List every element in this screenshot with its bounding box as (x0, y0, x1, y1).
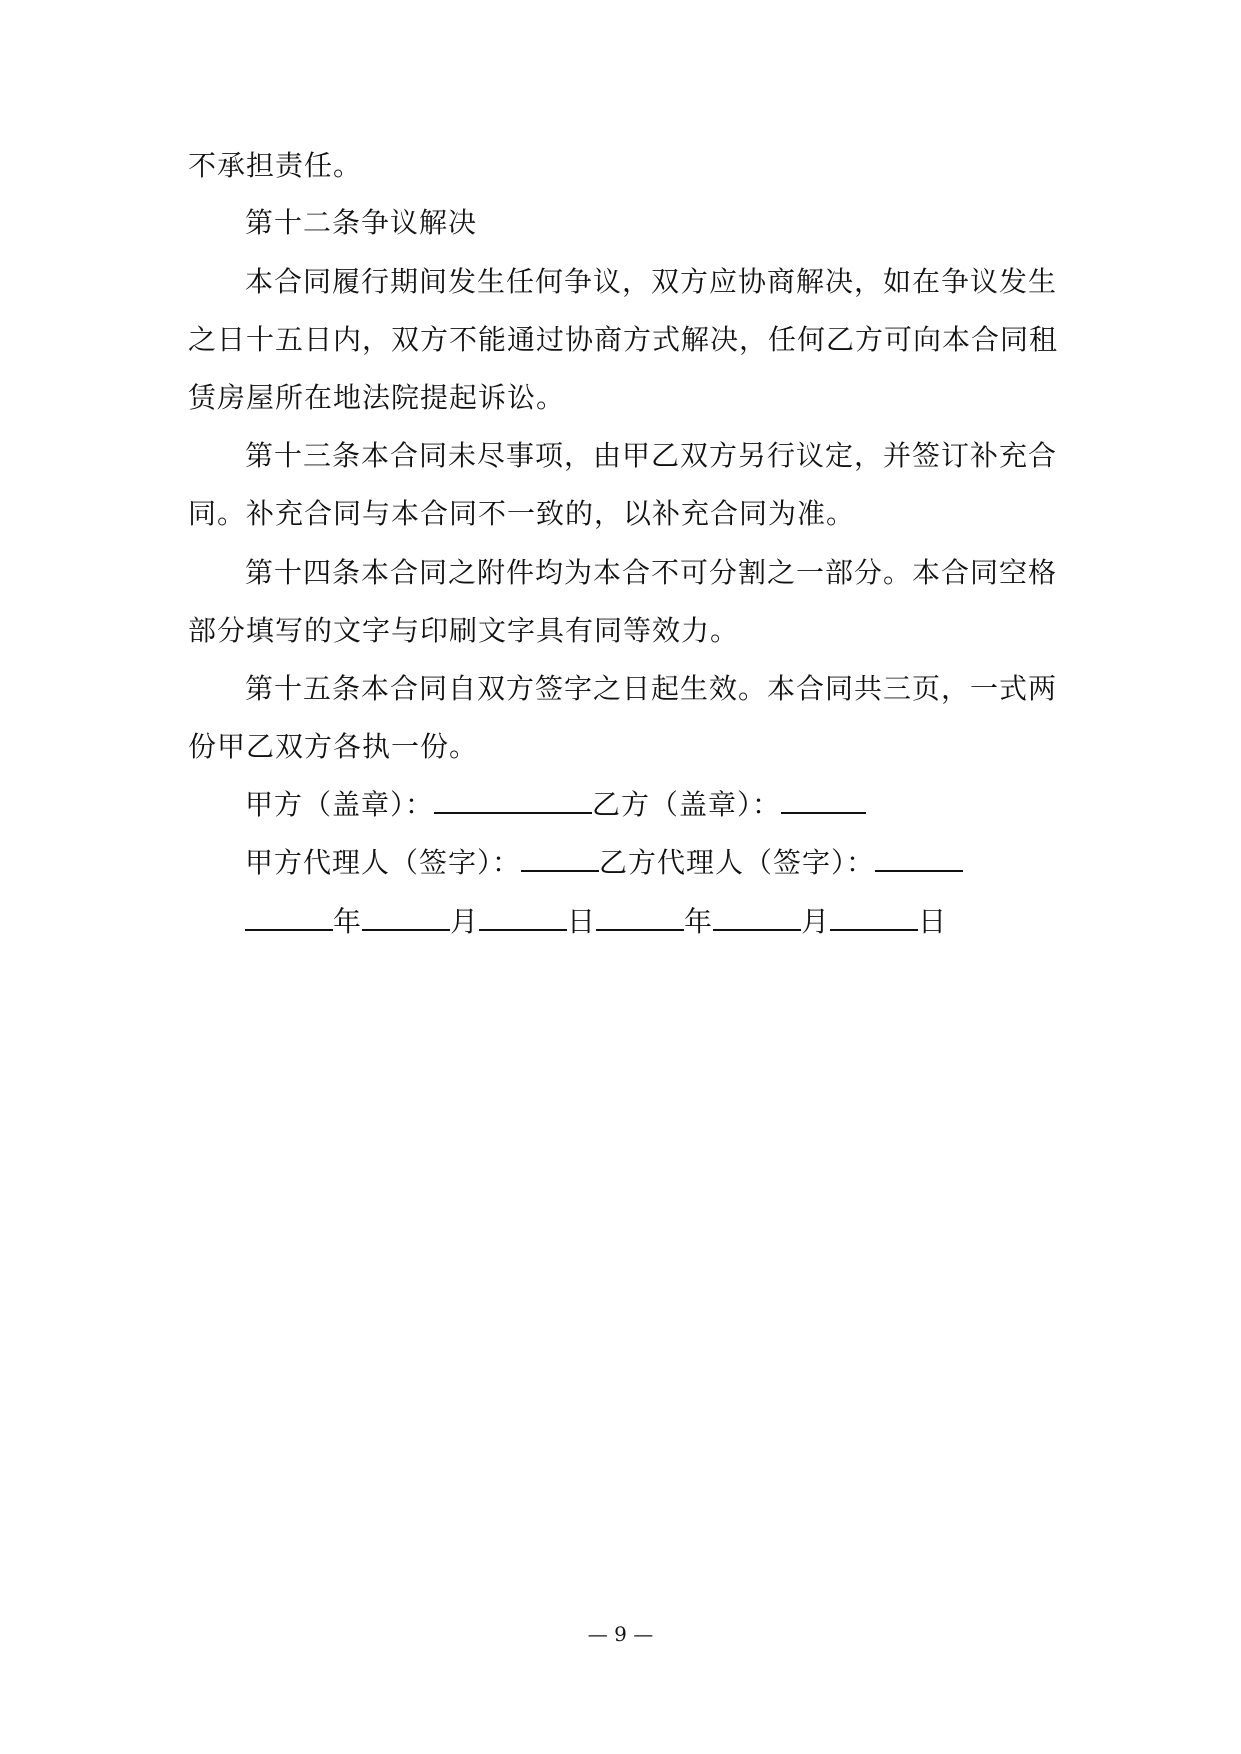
paragraph-line: 第十四条本合同之附件均为本合不可分割之一部分。本合同空格 (245, 556, 1058, 589)
page-number: — 9 — (587, 1622, 654, 1646)
signature-date-row (245, 902, 947, 942)
party-b-agent-blank[interactable] (875, 844, 963, 872)
month-label: 月 (450, 905, 480, 938)
party-a-year-blank[interactable] (245, 903, 333, 931)
day-label: 日 (918, 905, 948, 938)
party-a-month-blank[interactable] (362, 903, 450, 931)
party-b-seal-label: 乙方（盖章）： (592, 788, 782, 821)
paragraph-line: 之日十五日内，双方不能通过协商方式解决，任何乙方可向本合同租 (188, 323, 1059, 356)
paragraph-line: 第十三条本合同未尽事项，由甲乙双方另行议定，并签订补充合 (245, 439, 1058, 472)
party-b-seal-blank[interactable] (781, 786, 866, 814)
paragraph-line: 部分填写的文字与印刷文字具有同等效力。 (188, 614, 740, 647)
party-a-agent-label: 甲方代理人（签字）： (245, 846, 522, 879)
signature-agent-row (245, 843, 963, 883)
year-label: 年 (684, 905, 714, 938)
party-a-day-blank[interactable] (479, 903, 567, 931)
clause-heading: 第十二条争议解决 (245, 206, 478, 239)
paragraph-line: 不承担责任。 (188, 149, 363, 182)
month-label: 月 (801, 905, 831, 938)
party-b-day-blank[interactable] (830, 903, 918, 931)
party-a-seal-blank[interactable] (434, 786, 592, 814)
party-a-seal-label: 甲方（盖章）： (245, 788, 435, 821)
party-a-agent-blank[interactable] (521, 844, 599, 872)
paragraph-line: 份甲乙双方各执一份。 (188, 730, 479, 763)
party-b-month-blank[interactable] (713, 903, 801, 931)
paragraph-line: 第十五条本合同自双方签字之日起生效。本合同共三页，一式两 (245, 672, 1058, 705)
paragraph-line: 同。补充合同与本合同不一致的，以补充合同为准。 (188, 497, 856, 530)
paragraph-line: 本合同履行期间发生任何争议，双方应协商解决，如在争议发生 (245, 265, 1058, 298)
party-b-agent-label: 乙方代理人（签字）： (599, 846, 876, 879)
party-b-year-blank[interactable] (596, 903, 684, 931)
signature-seal-row (245, 785, 866, 825)
paragraph-line: 赁房屋所在地法院提起诉讼。 (188, 381, 566, 414)
day-label: 日 (567, 905, 597, 938)
year-label: 年 (333, 905, 363, 938)
